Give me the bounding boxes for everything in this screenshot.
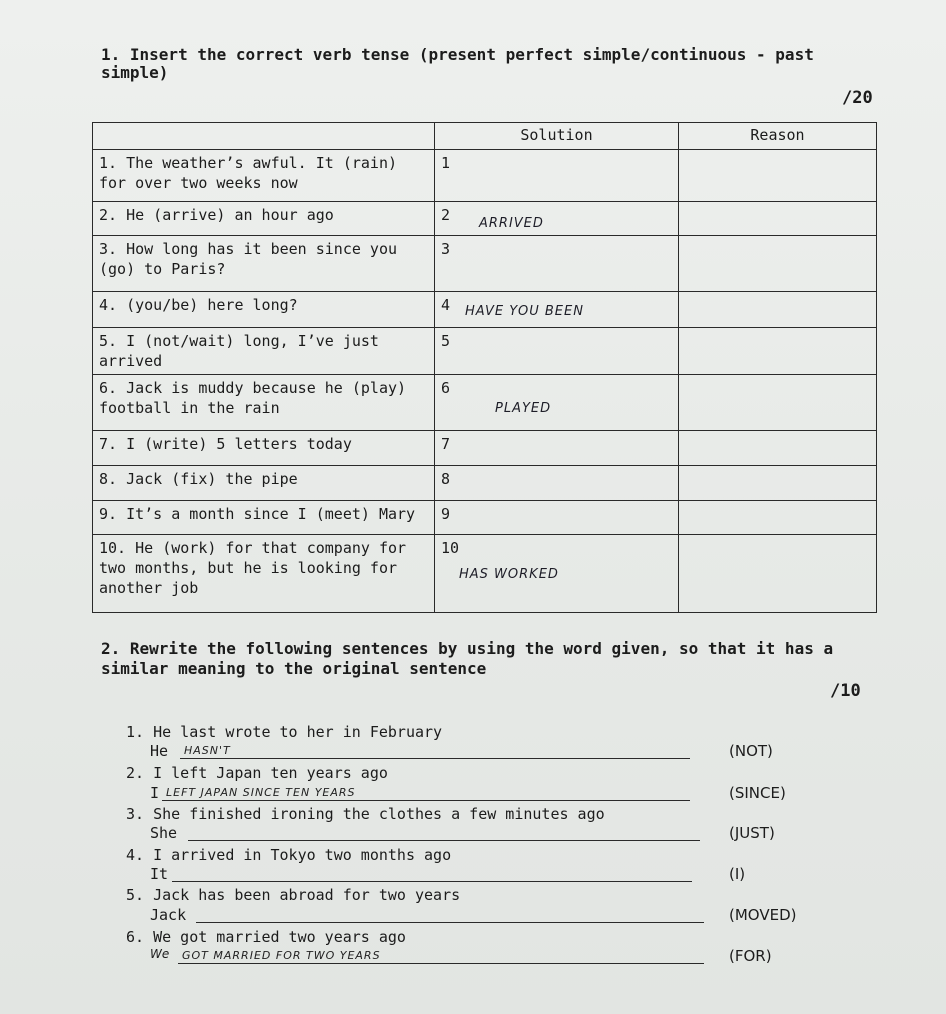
solution-cell[interactable] — [435, 431, 679, 466]
handwritten-answer: LEFT JAPAN SINCE TEN YEARS — [166, 786, 356, 799]
reason-cell[interactable] — [679, 501, 877, 535]
table-row — [93, 535, 877, 613]
table-row — [93, 328, 877, 375]
answer-input[interactable] — [172, 865, 692, 882]
table-row — [93, 466, 877, 501]
solution-number: 10 — [441, 539, 460, 557]
question-cell: 8. Jack (fix) the pipe — [93, 466, 435, 501]
question-cell: 3. How long has it been since you (go) to Paris? — [93, 236, 435, 292]
question-cell: 2. He (arrive) an hour ago — [93, 202, 435, 236]
header-question — [93, 123, 435, 150]
reason-cell[interactable] — [679, 466, 877, 501]
solution-number: 9 — [441, 505, 451, 523]
table-header-row — [93, 123, 877, 150]
question-cell: 4. (you/be) here long? — [93, 292, 435, 328]
reason-cell[interactable] — [679, 236, 877, 292]
solution-cell[interactable] — [435, 202, 679, 236]
reason-cell[interactable] — [679, 535, 877, 613]
handwritten-answer: ARRIVED — [479, 216, 544, 231]
rewrite-stem: It — [150, 865, 169, 883]
handwritten-answer: HAS WORKED — [459, 567, 559, 582]
reason-cell[interactable] — [679, 431, 877, 466]
reason-cell[interactable] — [679, 292, 877, 328]
section2-title: 2. Rewrite the following sentences by using the word given, so that it has a — [101, 639, 834, 658]
keyword-hint: (NOT) — [729, 742, 773, 760]
rewrite-sentence: 6. We got married two years ago — [126, 928, 406, 946]
question-cell: 5. I (not/wait) long, I’ve just arrived — [93, 328, 435, 375]
keyword-hint: (JUST) — [729, 824, 775, 842]
solution-number: 5 — [441, 332, 451, 350]
solution-number: 2 — [441, 206, 451, 224]
handwritten-answer: HASN'T — [184, 744, 231, 757]
section1-title: 1. Insert the correct verb tense (present perfect simple/continuous - past — [101, 45, 814, 64]
rewrite-stem: I — [150, 784, 160, 802]
keyword-hint: (MOVED) — [729, 906, 797, 924]
answer-input[interactable] — [196, 906, 704, 923]
solution-cell[interactable] — [435, 236, 679, 292]
answer-input[interactable] — [180, 742, 690, 759]
handwritten-answer: PLAYED — [495, 401, 552, 416]
rewrite-sentence: 2. I left Japan ten years ago — [126, 764, 388, 782]
handwritten-answer: HAVE YOU BEEN — [465, 304, 584, 319]
keyword-hint: (FOR) — [729, 947, 772, 965]
header-solution: Solution — [435, 123, 679, 150]
table-row — [93, 501, 877, 535]
solution-cell[interactable] — [435, 466, 679, 501]
answer-input[interactable] — [162, 784, 690, 801]
keyword-hint: (SINCE) — [729, 784, 786, 802]
solution-number: 8 — [441, 470, 451, 488]
solution-number: 6 — [441, 379, 451, 397]
solution-cell[interactable] — [435, 375, 679, 431]
answer-input[interactable] — [188, 824, 700, 841]
answer-input[interactable] — [178, 947, 704, 964]
solution-number: 3 — [441, 240, 451, 258]
rewrite-stem: He — [150, 742, 169, 760]
rewrite-sentence: 1. He last wrote to her in February — [126, 723, 443, 741]
solution-cell[interactable] — [435, 501, 679, 535]
solution-cell[interactable] — [435, 292, 679, 328]
section1-score: /20 — [842, 88, 873, 108]
reason-cell[interactable] — [679, 375, 877, 431]
table-row — [93, 150, 877, 202]
section2-title-cont: similar meaning to the original sentence — [101, 659, 487, 678]
question-cell: 6. Jack is muddy because he (play) football in the rain — [93, 375, 435, 431]
reason-cell[interactable] — [679, 202, 877, 236]
rewrite-stem: Jack — [150, 906, 187, 924]
table-row — [93, 431, 877, 466]
reason-cell[interactable] — [679, 150, 877, 202]
table-row — [93, 202, 877, 236]
solution-number: 1 — [441, 154, 451, 172]
header-reason: Reason — [679, 123, 877, 150]
section1-title-cont: simple) — [101, 63, 169, 82]
question-cell: 9. It’s a month since I (meet) Mary — [93, 501, 435, 535]
keyword-hint: (I) — [729, 865, 746, 883]
solution-number: 4 — [441, 296, 451, 314]
rewrite-sentence: 5. Jack has been abroad for two years — [126, 886, 461, 904]
solution-cell[interactable] — [435, 535, 679, 613]
rewrite-stem: We — [150, 947, 170, 961]
table-row — [93, 236, 877, 292]
rewrite-sentence: 4. I arrived in Tokyo two months ago — [126, 846, 452, 864]
reason-cell[interactable] — [679, 328, 877, 375]
question-cell: 7. I (write) 5 letters today — [93, 431, 435, 466]
table-row — [93, 292, 877, 328]
rewrite-sentence: 3. She finished ironing the clothes a few minutes ago — [126, 805, 605, 823]
rewrite-stem: She — [150, 824, 178, 842]
table-row — [93, 375, 877, 431]
section2-score: /10 — [830, 681, 861, 701]
question-cell: 1. The weather’s awful. It (rain) for over two weeks now — [93, 150, 435, 202]
solution-cell[interactable] — [435, 328, 679, 375]
solution-number: 7 — [441, 435, 451, 453]
verb-tense-table — [92, 122, 877, 613]
handwritten-answer: GOT MARRIED FOR TWO YEARS — [182, 949, 381, 962]
solution-cell[interactable] — [435, 150, 679, 202]
question-cell: 10. He (work) for that company for two months, but he is looking for another job — [93, 535, 435, 613]
